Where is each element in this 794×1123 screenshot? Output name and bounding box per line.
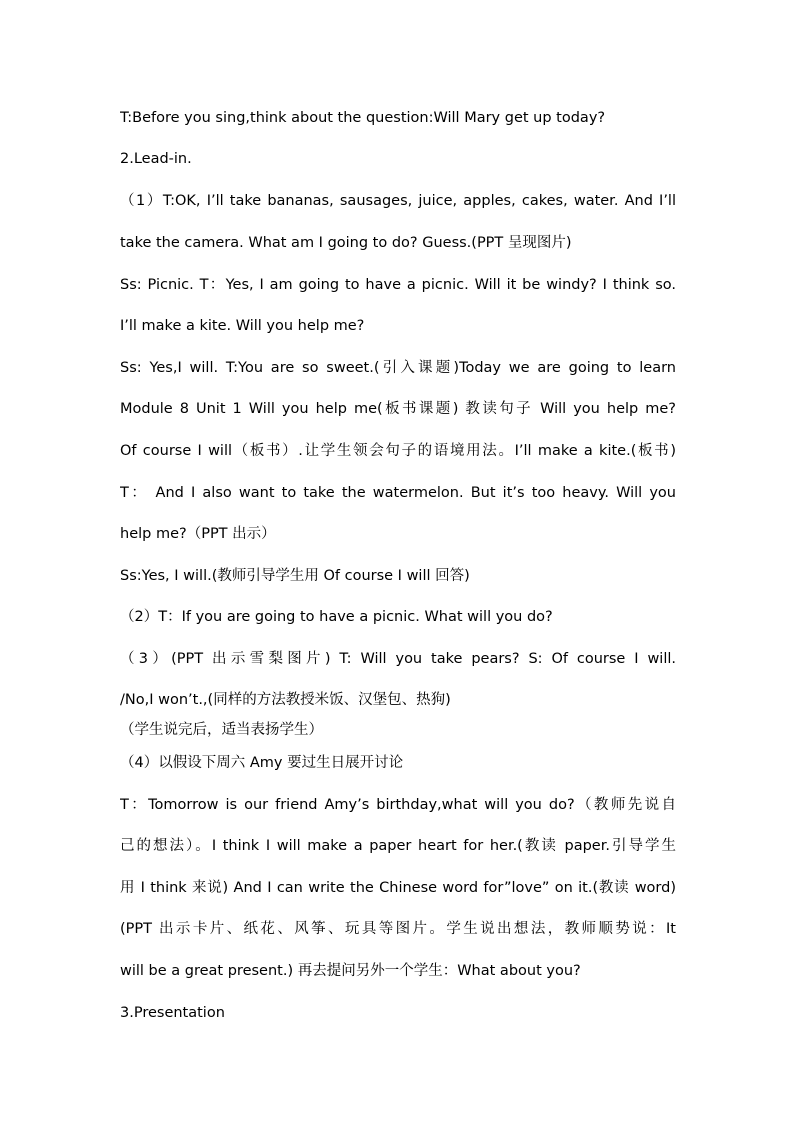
section-heading-lead-in: 2.Lead-in.: [120, 151, 192, 167]
text-line-6: I’ll make a kite. Will you help me?: [120, 318, 365, 334]
text-line-9: Of course I will（板书）.让学生领会句子的语境用法。I’ll make a kite.(板书): [120, 443, 676, 459]
text-line-18: T：Tomorrow is our friend Amy’s birthday,what will you do?（教师先说自: [120, 797, 676, 813]
text-line-20: 用 I think 来说) And I can write the Chinese word for”love” on it.(教读 word): [120, 880, 676, 896]
text-line-11: help me?（PPT 出示）: [120, 526, 276, 542]
text-line-3: （1）T:OK, I’ll take bananas, sausages, juice, apples, cakes, water. And I’ll: [120, 193, 676, 209]
text-line-14: （3）(PPT 出示雪梨图片) T: Will you take pears? S: Of course I will.: [120, 651, 676, 667]
text-line-10: T： And I also want to take the watermelon. But it’s too heavy. Will you: [120, 485, 676, 501]
text-line-13: （2）T：If you are going to have a picnic. What will you do?: [120, 609, 553, 625]
text-line-19: 己的想法）。I think I will make a paper heart for her.(教读 paper.引导学生: [120, 838, 676, 854]
text-line-5: Ss: Picnic. T：Yes, I am going to have a picnic. Will it be windy? I think so.: [120, 277, 676, 293]
text-line-22: will be a great present.) 再去提问另外一个学生：What about you?: [120, 963, 581, 979]
text-line-15: /No,I won’t.,(同样的方法教授米饭、汉堡包、热狗): [120, 692, 451, 708]
text-line-1: T:Before you sing,think about the question:Will Mary get up today?: [120, 110, 606, 126]
text-line-7: Ss: Yes,I will. T:You are so sweet.(引入课题)Today we are going to learn: [120, 360, 676, 376]
section-heading-presentation: 3.Presentation: [120, 1005, 225, 1021]
text-line-8: Module 8 Unit 1 Will you help me(板书课题) 教读句子 Will you help me?: [120, 401, 676, 417]
text-line-17: （4）以假设下周六 Amy 要过生日展开讨论: [120, 755, 404, 771]
text-line-4: take the camera. What am I going to do? Guess.(PPT 呈现图片): [120, 235, 572, 251]
text-line-21: (PPT 出示卡片、纸花、风筝、玩具等图片。学生说出想法，教师顺势说：It: [120, 921, 676, 937]
text-line-12: Ss:Yes, I will.(教师引导学生用 Of course I will 回答): [120, 568, 470, 584]
text-line-16: （学生说完后，适当表扬学生）: [120, 722, 323, 738]
